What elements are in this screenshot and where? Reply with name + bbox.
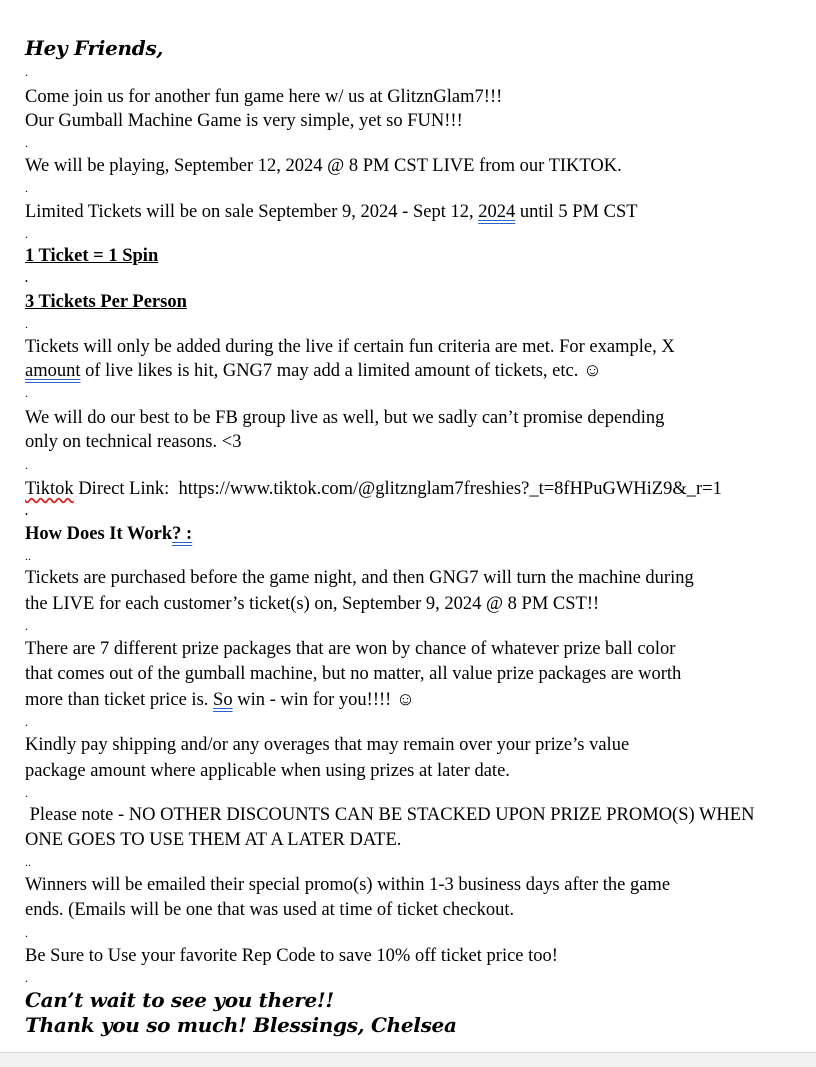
separator-dot: . <box>25 715 28 729</box>
closing-line-2: Thank you so much! Blessings, Chelsea <box>25 1013 457 1037</box>
extra-tickets-line-1: Tickets will only be added during the live if certain fun criteria are met. For example, X <box>25 337 675 357</box>
prizes-line-1: There are 7 different prize packages that are won by chance of whatever prize ball color <box>25 639 676 659</box>
fb-live-line-1: We will do our best to be FB group live as well, but we sadly can’t promise depending <box>25 408 665 428</box>
ticket-sale-text: Limited Tickets will be on sale September 9, 2024 - Sept 12, <box>25 202 479 222</box>
prizes-line-3 <box>25 688 415 712</box>
separator-dot: . <box>25 386 28 400</box>
separator-dot: . <box>25 181 28 195</box>
separator-dot: . <box>25 926 28 940</box>
how-heading <box>25 522 192 546</box>
closing-line-1: Can’t wait to see you there!! <box>25 988 334 1012</box>
separator-dot: . <box>25 136 28 150</box>
grammar-flagged-word[interactable]: amount <box>25 361 81 381</box>
extra-tickets-line-2 <box>25 359 602 383</box>
separator-dot: . <box>25 619 28 633</box>
separator-double-dot: .. <box>25 855 31 869</box>
greeting: Hey Friends, <box>25 36 164 60</box>
separator-dot: . <box>25 504 28 518</box>
grammar-flagged-word[interactable]: So <box>213 690 233 710</box>
tiktok-link-line <box>25 477 722 501</box>
ticket-sale-text-end: until 5 PM CST <box>515 202 638 222</box>
separator-dot: . <box>25 317 28 331</box>
winners-line-2: ends. (Emails will be one that was used at time of ticket checkout. <box>25 900 515 920</box>
winners-line-1: Winners will be emailed their special promo(s) within 1-3 business days after the game <box>25 875 671 895</box>
intro-line-1: Come join us for another fun game here w/ us at GlitznGlam7!!! <box>25 87 503 107</box>
ticket-sale-line <box>25 200 638 224</box>
tiktok-link-text[interactable]: Direct Link: https://www.tiktok.com/@glitznglam7freshies?_t=8fHPuGWHiZ9&_r=1 <box>73 479 722 499</box>
intro-line-2: Our Gumball Machine Game is very simple, yet so FUN!!! <box>25 111 463 131</box>
separator-dot: . <box>25 786 28 800</box>
fb-live-line-2: only on technical reasons. <3 <box>25 432 242 452</box>
discount-note-line-2: ONE GOES TO USE THEM AT A LATER DATE. <box>25 830 402 850</box>
extra-tickets-text: of live likes is hit, GNG7 may add a limited amount of tickets, etc. ☺ <box>80 361 602 381</box>
how-line-2: the LIVE for each customer’s ticket(s) on, September 9, 2024 @ 8 PM CST!! <box>25 594 600 614</box>
how-heading-text: How Does It Work <box>25 524 173 544</box>
rule-spin: 1 Ticket = 1 Spin <box>25 246 159 266</box>
prizes-text: more than ticket price is. <box>25 690 214 710</box>
separator-dot: . <box>25 227 28 241</box>
separator-dot: . <box>25 971 28 985</box>
rep-code-line: Be Sure to Use your favorite Rep Code to save 10% off ticket price too! <box>25 946 558 966</box>
separator-double-dot: .. <box>25 549 31 563</box>
grammar-flagged-word[interactable]: ? : <box>172 524 193 544</box>
schedule-line: We will be playing, September 12, 2024 @ 8 PM CST LIVE from our TIKTOK. <box>25 156 622 176</box>
discount-note-line-1: Please note - NO OTHER DISCOUNTS CAN BE STACKED UPON PRIZE PROMO(S) WHEN <box>25 805 755 825</box>
grammar-flagged-word[interactable]: 2024 <box>478 202 516 222</box>
separator-dot: . <box>25 65 28 79</box>
how-line-1: Tickets are purchased before the game night, and then GNG7 will turn the machine during <box>25 568 694 588</box>
separator-dot: . <box>25 458 28 472</box>
rule-limit: 3 Tickets Per Person <box>25 292 187 312</box>
page-bottom-edge <box>0 1052 816 1067</box>
spelling-flagged-word[interactable]: Tiktok <box>25 479 74 499</box>
prizes-line-2: that comes out of the gumball machine, but no matter, all value prize packages are worth <box>25 664 682 684</box>
shipping-line-1: Kindly pay shipping and/or any overages that may remain over your prize’s value <box>25 735 630 755</box>
prizes-text-end: win - win for you!!!! ☺ <box>232 690 415 710</box>
shipping-line-2: package amount where applicable when using prizes at later date. <box>25 761 510 781</box>
separator-dot: . <box>25 271 28 285</box>
